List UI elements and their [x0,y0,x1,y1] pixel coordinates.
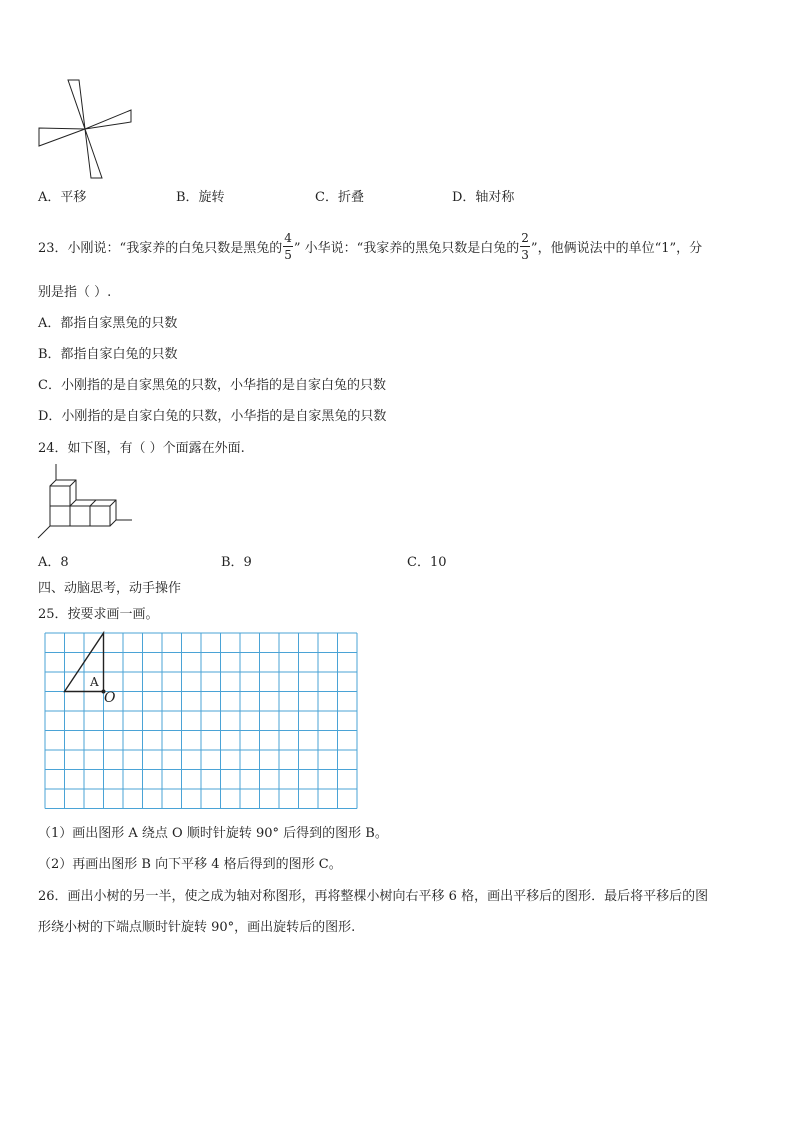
q23-stem-part3: ”，他俩说法中的单位“1”，分 [530,240,703,256]
q23-stem-part2: ” 小华说：“我家养的黑兔只数是白兔的 [293,240,520,256]
option-c[interactable]: C．折叠 [315,190,364,205]
q23-stem-line2: 别是指（ ）. [38,285,112,300]
option-c[interactable]: C．10 [407,555,447,570]
option-d[interactable]: D．轴对称 [452,190,515,205]
q23-stem-part1: 23．小刚说：“我家养的白兔只数是黑兔的 [38,240,283,256]
section-title: 四、动脑思考，动手操作 [38,581,182,596]
option-b[interactable]: B．旋转 [176,190,225,205]
drawing-grid[interactable] [40,628,370,818]
option-b[interactable]: B．9 [221,555,252,570]
fraction-denominator: 3 [521,247,529,262]
q26-line1: 26．画出小树的另一半，使之成为轴对称图形，再将整棵小树向右平移 6 格，画出平移后的图形．最后将平移后的图 [38,889,709,904]
option-b[interactable]: B．都指自家白兔的只数 [38,347,178,362]
q24-stem: 24．如下图，有（ ）个面露在外面. [38,441,245,456]
label-o: O [104,690,116,706]
fraction-numerator: 4 [284,230,292,245]
fraction-two-thirds [520,232,530,261]
q25-step2: （2）再画出图形 B 向下平移 4 格后得到的图形 C。 [38,857,342,872]
cubes-figure [36,460,146,540]
q23-stem [38,226,702,266]
q25-stem: 25．按要求画一画。 [38,607,159,622]
windmill-figure [36,80,136,180]
q26-line2: 形绕小树的下端点顺时针旋转 90°，画出旋转后的图形. [38,920,356,935]
option-a[interactable]: A．都指自家黑兔的只数 [38,316,178,331]
q25-step1: （1）画出图形 A 绕点 O 顺时针旋转 90° 后得到的图形 B。 [38,826,388,841]
option-c[interactable]: C．小刚指的是自家黑兔的只数，小华指的是自家白兔的只数 [38,378,386,393]
fraction-four-fifths [283,232,293,261]
label-a: A [90,675,99,689]
option-a[interactable]: A．平移 [38,190,87,205]
fraction-numerator: 2 [521,230,529,245]
fraction-denominator: 5 [284,247,292,262]
option-d[interactable]: D．小刚指的是自家白兔的只数，小华指的是自家黑兔的只数 [38,409,387,424]
option-a[interactable]: A．8 [38,555,69,570]
